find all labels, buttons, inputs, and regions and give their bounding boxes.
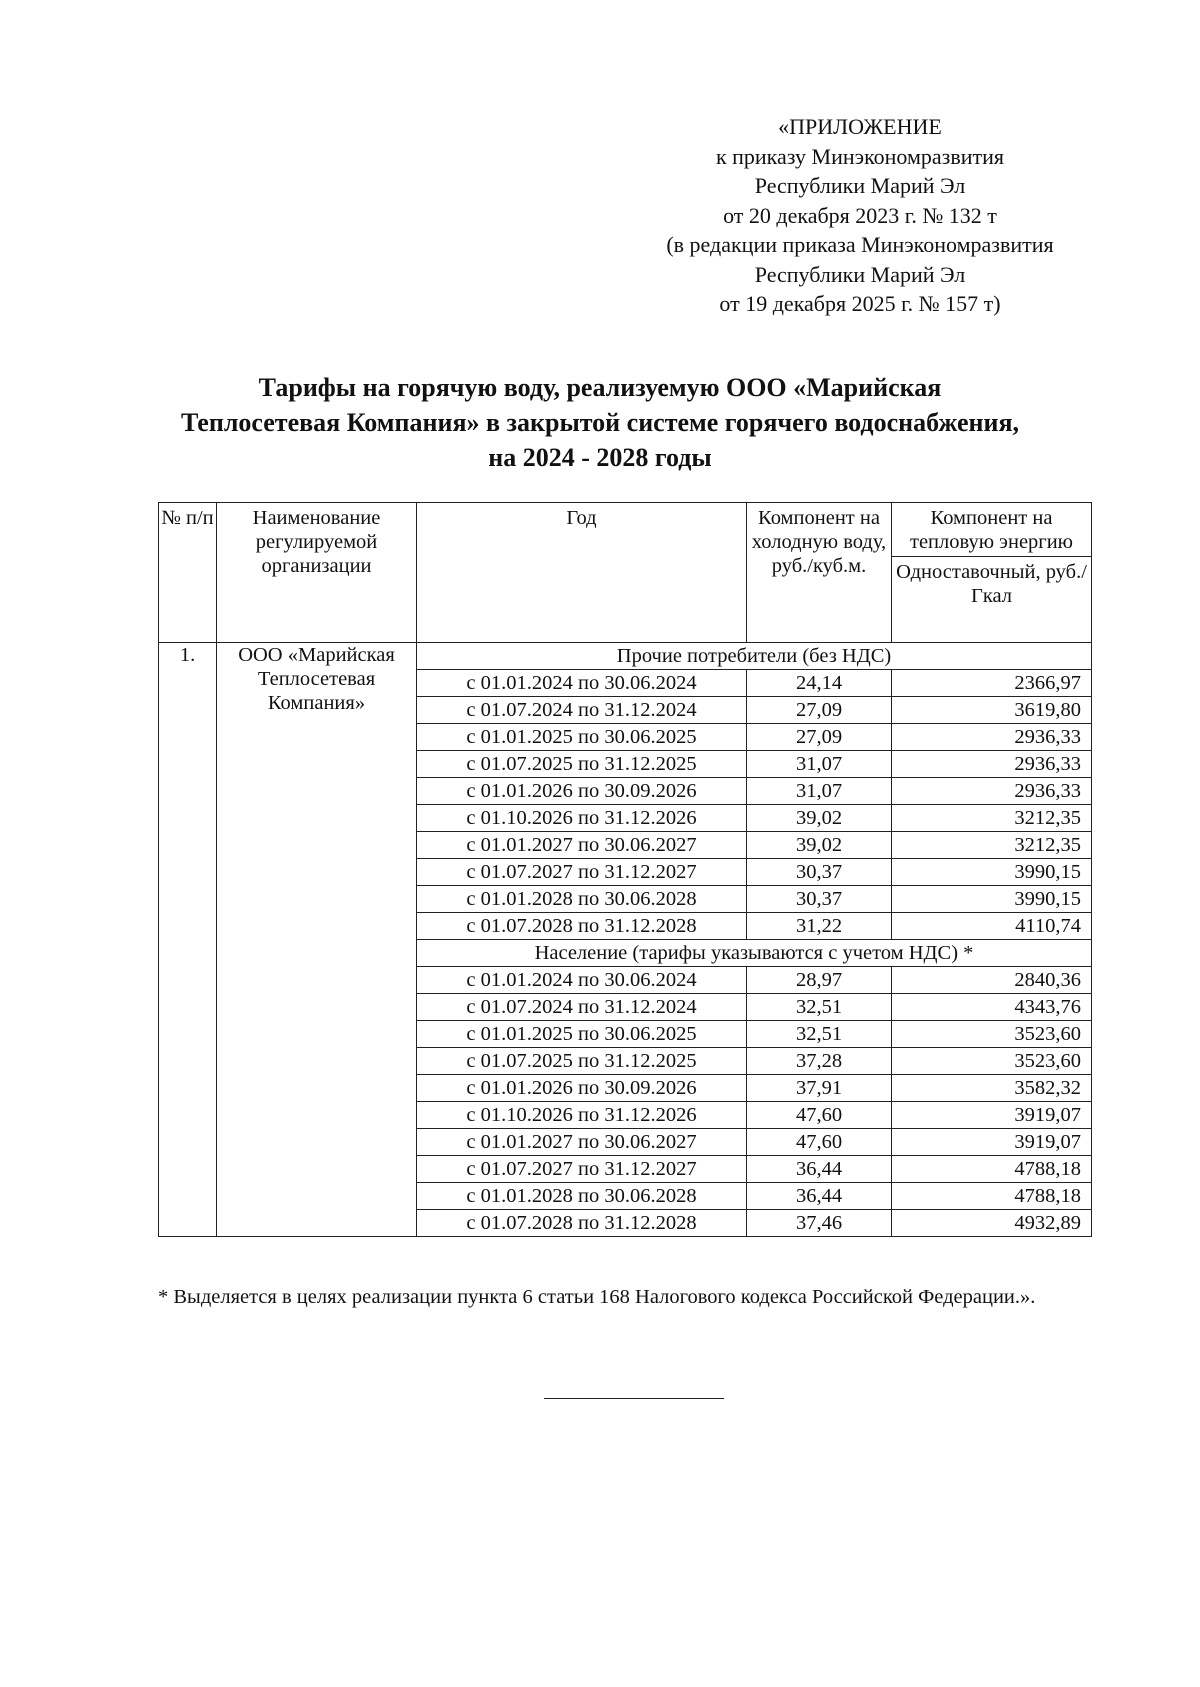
heat-cell: 2840,36 [892, 967, 1092, 994]
heat-cell: 2936,33 [892, 751, 1092, 778]
heat-cell: 3582,32 [892, 1075, 1092, 1102]
closing-rule [544, 1398, 724, 1399]
period-cell: с 01.01.2026 по 30.09.2026 [417, 778, 747, 805]
heat-cell: 4788,18 [892, 1156, 1092, 1183]
heat-cell: 4932,89 [892, 1210, 1092, 1237]
cold-water-cell: 39,02 [747, 805, 892, 832]
cold-water-cell: 28,97 [747, 967, 892, 994]
heat-cell: 2936,33 [892, 778, 1092, 805]
title-line: Тарифы на горячую воду, реализуемую ООО «Марийская [258, 373, 942, 402]
footnote: * Выделяется в целях реализации пункта 6 статьи 168 Налогового кодекса Российской Федерации.». [158, 1286, 1036, 1308]
title-line: Теплосетевая Компания» в закрытой системе горячего водоснабжения, [180, 408, 1020, 437]
period-cell: с 01.07.2025 по 31.12.2025 [417, 751, 747, 778]
cold-water-cell: 31,07 [747, 778, 892, 805]
cold-water-cell: 39,02 [747, 832, 892, 859]
heat-cell: 4343,76 [892, 994, 1092, 1021]
period-cell: с 01.01.2025 по 30.06.2025 [417, 1021, 747, 1048]
period-cell: с 01.01.2028 по 30.06.2028 [417, 886, 747, 913]
cold-water-cell: 31,07 [747, 751, 892, 778]
header-num: № п/п [159, 503, 217, 643]
heat-cell: 3212,35 [892, 832, 1092, 859]
section-row [159, 643, 1092, 670]
cold-water-cell: 32,51 [747, 994, 892, 1021]
heat-cell: 3990,15 [892, 886, 1092, 913]
cold-water-cell: 27,09 [747, 724, 892, 751]
heat-cell: 2936,33 [892, 724, 1092, 751]
cold-water-cell: 36,44 [747, 1183, 892, 1210]
period-cell: с 01.01.2028 по 30.06.2028 [417, 1183, 747, 1210]
period-cell: с 01.07.2028 по 31.12.2028 [417, 913, 747, 940]
header-line: к приказу Минэкономразвития [715, 143, 1005, 169]
period-cell: с 01.07.2028 по 31.12.2028 [417, 1210, 747, 1237]
cold-water-cell: 27,09 [747, 697, 892, 724]
period-cell: с 01.10.2026 по 31.12.2026 [417, 805, 747, 832]
table-header-row [159, 503, 1092, 557]
appendix-header [600, 112, 1120, 319]
cold-water-cell: 31,22 [747, 913, 892, 940]
cold-water-cell: 47,60 [747, 1102, 892, 1129]
cold-water-cell: 37,91 [747, 1075, 892, 1102]
organization-name: ООО «Марийская Теплосетевая Компания» [217, 643, 417, 1237]
period-cell: с 01.07.2027 по 31.12.2027 [417, 1156, 747, 1183]
header-line: (в редакции приказа Минэкономразвития [666, 232, 1054, 257]
header-line: от 19 декабря 2025 г. № 157 т) [719, 291, 1001, 316]
heat-cell: 3919,07 [892, 1129, 1092, 1156]
period-cell: с 01.01.2027 по 30.06.2027 [417, 1129, 747, 1156]
document-title [100, 370, 1100, 475]
period-cell: с 01.01.2024 по 30.06.2024 [417, 670, 747, 697]
header-organization: Наименование регулируемой организации [217, 503, 417, 643]
header-heat: Компонент на тепловую энергию [892, 503, 1092, 557]
heat-cell: 4788,18 [892, 1183, 1092, 1210]
heat-cell: 3619,80 [892, 697, 1092, 724]
header-line: от 20 декабря 2023 г. № 132 т [723, 202, 997, 228]
period-cell: с 01.01.2024 по 30.06.2024 [417, 967, 747, 994]
header-heat-sub: Одноставочный, руб./Гкал [892, 557, 1092, 643]
heat-cell: 2366,97 [892, 670, 1092, 697]
period-cell: с 01.10.2026 по 31.12.2026 [417, 1102, 747, 1129]
period-cell: с 01.01.2025 по 30.06.2025 [417, 724, 747, 751]
section-label: Население (тарифы указываются с учетом НДС) * [417, 940, 1092, 967]
cold-water-cell: 37,46 [747, 1210, 892, 1237]
title-line: на 2024 - 2028 годы [488, 443, 712, 472]
heat-cell: 3919,07 [892, 1102, 1092, 1129]
heat-cell: 3523,60 [892, 1048, 1092, 1075]
cold-water-cell: 30,37 [747, 886, 892, 913]
period-cell: с 01.01.2026 по 30.09.2026 [417, 1075, 747, 1102]
period-cell: с 01.07.2024 по 31.12.2024 [417, 697, 747, 724]
cold-water-cell: 24,14 [747, 670, 892, 697]
heat-cell: 4110,74 [892, 913, 1092, 940]
period-cell: с 01.01.2027 по 30.06.2027 [417, 832, 747, 859]
header-cold-water: Компонент на холодную воду, руб./куб.м. [747, 503, 892, 643]
cold-water-cell: 36,44 [747, 1156, 892, 1183]
period-cell: с 01.07.2027 по 31.12.2027 [417, 859, 747, 886]
heat-cell: 3212,35 [892, 805, 1092, 832]
header-line: «ПРИЛОЖЕНИЕ [778, 114, 942, 139]
header-line: Республики Марий Эл [754, 261, 966, 287]
header-line: Республики Марий Эл [754, 173, 966, 198]
header-year: Год [417, 503, 747, 643]
cold-water-cell: 30,37 [747, 859, 892, 886]
cold-water-cell: 32,51 [747, 1021, 892, 1048]
row-number: 1. [159, 643, 217, 1237]
period-cell: с 01.07.2025 по 31.12.2025 [417, 1048, 747, 1075]
cold-water-cell: 37,28 [747, 1048, 892, 1075]
cold-water-cell: 47,60 [747, 1129, 892, 1156]
period-cell: с 01.07.2024 по 31.12.2024 [417, 994, 747, 1021]
tariff-table [158, 502, 1092, 1237]
heat-cell: 3990,15 [892, 859, 1092, 886]
heat-cell: 3523,60 [892, 1021, 1092, 1048]
section-label: Прочие потребители (без НДС) [417, 643, 1092, 670]
